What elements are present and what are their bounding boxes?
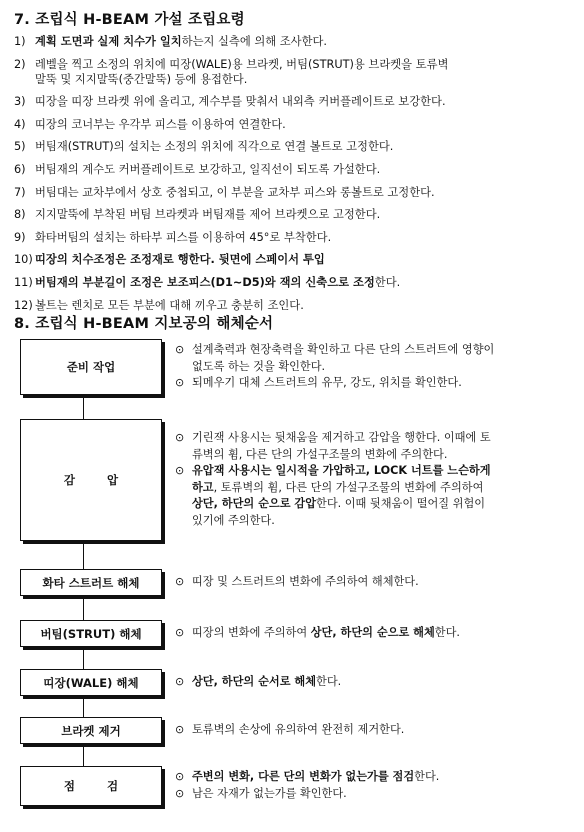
step-number: 5) xyxy=(14,140,26,154)
description-item xyxy=(175,722,570,739)
flow-step-description xyxy=(175,625,570,642)
text-segment: 하는지 실측에 의해 조사한다. xyxy=(181,35,328,48)
description-line xyxy=(192,447,570,464)
text-segment: 한다. xyxy=(374,275,401,289)
description-item xyxy=(175,430,570,463)
bold-text: 계획 도면과 실제 치수가 일치 xyxy=(35,35,182,48)
flow-connector-line xyxy=(83,339,84,776)
bullet-icon: ⊙ xyxy=(175,464,185,478)
text-segment: 레벨을 찍고 소정의 위치에 띠장(WALE)용 브라켓, 버팀(STRUT)용 브라켓을 토류벽 xyxy=(35,57,449,71)
bullet-icon: ⊙ xyxy=(175,723,185,736)
description-line xyxy=(192,496,570,513)
description-line xyxy=(192,375,570,392)
bullet-icon: ⊙ xyxy=(175,575,185,588)
description-line xyxy=(192,513,570,530)
flow-step-description xyxy=(175,342,570,392)
text-segment: 버팀재의 계수도 커버플레이트로 보강하고, 일직선이 되도록 가설한다. xyxy=(35,162,381,176)
step-number: 1) xyxy=(14,35,26,48)
bold-text: 버팀재의 부분길이 조정은 보조피스(D1~D5)와 잭의 신축으로 조정 xyxy=(35,275,375,289)
text-segment: 화타버팀의 설치는 하타부 피스를 이용하여 45°로 부착한다. xyxy=(35,230,332,244)
bold-text: 유압잭 사용시는 일시적을 가압하고, LOCK 너트를 느슨하게 xyxy=(192,464,491,478)
bold-text: 상단, 하단의 순으로 해체 xyxy=(310,626,435,639)
bullet-icon: ⊙ xyxy=(175,343,185,356)
description-item xyxy=(175,574,570,591)
flow-step-box xyxy=(20,717,162,744)
description-line xyxy=(192,769,570,786)
text-segment: 지지말뚝에 부착된 버팀 브라켓과 버팀재를 제어 브라켓으로 고정한다. xyxy=(35,208,381,222)
section-7-title: 7. 조립식 H-BEAM 가설 조립요령 xyxy=(14,12,245,28)
text-segment: 띠장의 코너부는 우각부 피스를 이용하여 연결한다. xyxy=(35,117,286,131)
description-item xyxy=(175,674,570,691)
flow-step-description xyxy=(175,722,570,739)
text-segment: 토류벽의 손상에 유의하여 완전히 제거한다. xyxy=(192,723,405,736)
text-segment: 버팀대는 교차부에서 상호 중첩되고, 이 부분을 교차부 피스와 롱볼트로 고정한다. xyxy=(35,185,435,199)
step-number: 2) xyxy=(14,57,26,71)
step-number: 12) xyxy=(14,298,33,312)
flow-step-description xyxy=(175,674,570,691)
description-item xyxy=(175,463,570,529)
bullet-icon: ⊙ xyxy=(175,675,185,688)
flow-step-label: 점 검 xyxy=(63,779,119,793)
text-segment: 말뚝 및 지지말뚝(중간말뚝) 등에 용접한다. xyxy=(35,72,248,86)
step-number: 9) xyxy=(14,230,26,244)
step-number: 3) xyxy=(14,95,26,109)
bullet-icon: ⊙ xyxy=(175,376,185,390)
text-segment: 되메우기 대체 스트러트의 유무, 강도, 위치를 확인한다. xyxy=(192,376,462,390)
description-line xyxy=(192,574,570,591)
bold-text: 띠장의 치수조정은 조정재로 행한다. 뒷면에 스페이서 투입 xyxy=(35,253,325,267)
text-segment: 한다. xyxy=(414,770,440,783)
flow-step-box xyxy=(20,569,162,596)
flow-step-description xyxy=(175,574,570,591)
text-segment: 설계축력과 현장축력을 확인하고 다른 단의 스트러트에 영향이 xyxy=(192,343,495,356)
flow-step-label: 준비 작업 xyxy=(66,360,116,374)
bullet-icon: ⊙ xyxy=(175,786,185,800)
description-line xyxy=(192,342,570,359)
flow-step-label: 브라켓 제거 xyxy=(61,723,121,738)
description-line xyxy=(192,625,570,642)
description-item xyxy=(175,786,570,803)
text-segment: 띠장의 변화에 주의하여 xyxy=(192,626,311,639)
step-number: 10) xyxy=(14,253,33,267)
description-line xyxy=(192,674,570,691)
description-item xyxy=(175,769,570,786)
step-number: 4) xyxy=(14,117,26,131)
description-item xyxy=(175,375,570,392)
section-8-title: 8. 조립식 H-BEAM 지보공의 해체순서 xyxy=(14,316,274,332)
flow-step-label: 띠장(WALE) 해체 xyxy=(43,675,139,690)
flow-step-box xyxy=(20,669,162,696)
text-segment: 기린잭 사용시는 뒷채움을 제거하고 감압을 행한다. 이때에 토 xyxy=(192,431,491,444)
flow-step-box xyxy=(20,419,162,541)
text-segment: 류벽의 휨, 다른 단의 가설구조물의 변화에 주의한다. xyxy=(192,447,448,461)
flow-step-description xyxy=(175,430,570,530)
text-segment: 한다. xyxy=(434,626,460,639)
description-line xyxy=(192,480,570,497)
text-segment: 한다. xyxy=(316,675,342,688)
step-number: 8) xyxy=(14,208,26,222)
description-line xyxy=(192,430,570,447)
description-line xyxy=(192,786,570,803)
bullet-icon: ⊙ xyxy=(175,431,185,444)
flow-step-box xyxy=(20,339,162,395)
text-segment: 있기에 주의한다. xyxy=(192,513,275,527)
text-segment: 없도록 하는 것을 확인한다. xyxy=(192,359,326,373)
text-segment: , 토류벽의 휨, 다른 단의 가설구조물의 변화에 주의하여 xyxy=(213,480,484,494)
bold-text: 하고 xyxy=(192,480,214,494)
text-segment: 남은 자재가 없는가를 확인한다. xyxy=(192,786,347,800)
text-segment: 띠장 및 스트러트의 변화에 주의하여 해체한다. xyxy=(192,575,419,588)
bold-text: 주변의 변화, 다른 단의 변화가 없는가를 점검 xyxy=(192,770,415,783)
flow-step-label: 감 압 xyxy=(63,473,119,487)
bullet-icon: ⊙ xyxy=(175,770,185,783)
description-item xyxy=(175,625,570,642)
step-number: 7) xyxy=(14,185,26,199)
description-item xyxy=(175,342,570,375)
flow-step-box xyxy=(20,620,162,647)
bullet-icon: ⊙ xyxy=(175,626,185,639)
step-number: 11) xyxy=(14,275,33,289)
text-segment: 볼트는 렌치로 모든 부분에 대해 끼우고 충분히 조인다. xyxy=(35,298,304,312)
text-segment: 띠장을 띠장 브라켓 위에 올리고, 계수부를 맞춰서 내외측 커버플레이트로 보강한다. xyxy=(35,95,446,109)
flow-step-box xyxy=(20,766,162,806)
flow-step-label: 버팀(STRUT) 해체 xyxy=(40,626,142,641)
step-number: 6) xyxy=(14,162,26,176)
bold-text: 상단, 하단의 순으로 감압 xyxy=(192,497,317,511)
text-segment: 버팀재(STRUT)의 설치는 소정의 위치에 직각으로 연결 볼트로 고정한다. xyxy=(35,140,394,154)
description-line xyxy=(192,359,570,376)
text-segment: 한다. 이때 뒷채움이 떨어질 위험이 xyxy=(316,497,486,511)
flow-step-description xyxy=(175,769,570,802)
description-line xyxy=(192,722,570,739)
description-line xyxy=(192,463,570,480)
bold-text: 상단, 하단의 순서로 해체 xyxy=(192,675,317,688)
flow-step-label: 화타 스트러트 해체 xyxy=(42,575,140,590)
